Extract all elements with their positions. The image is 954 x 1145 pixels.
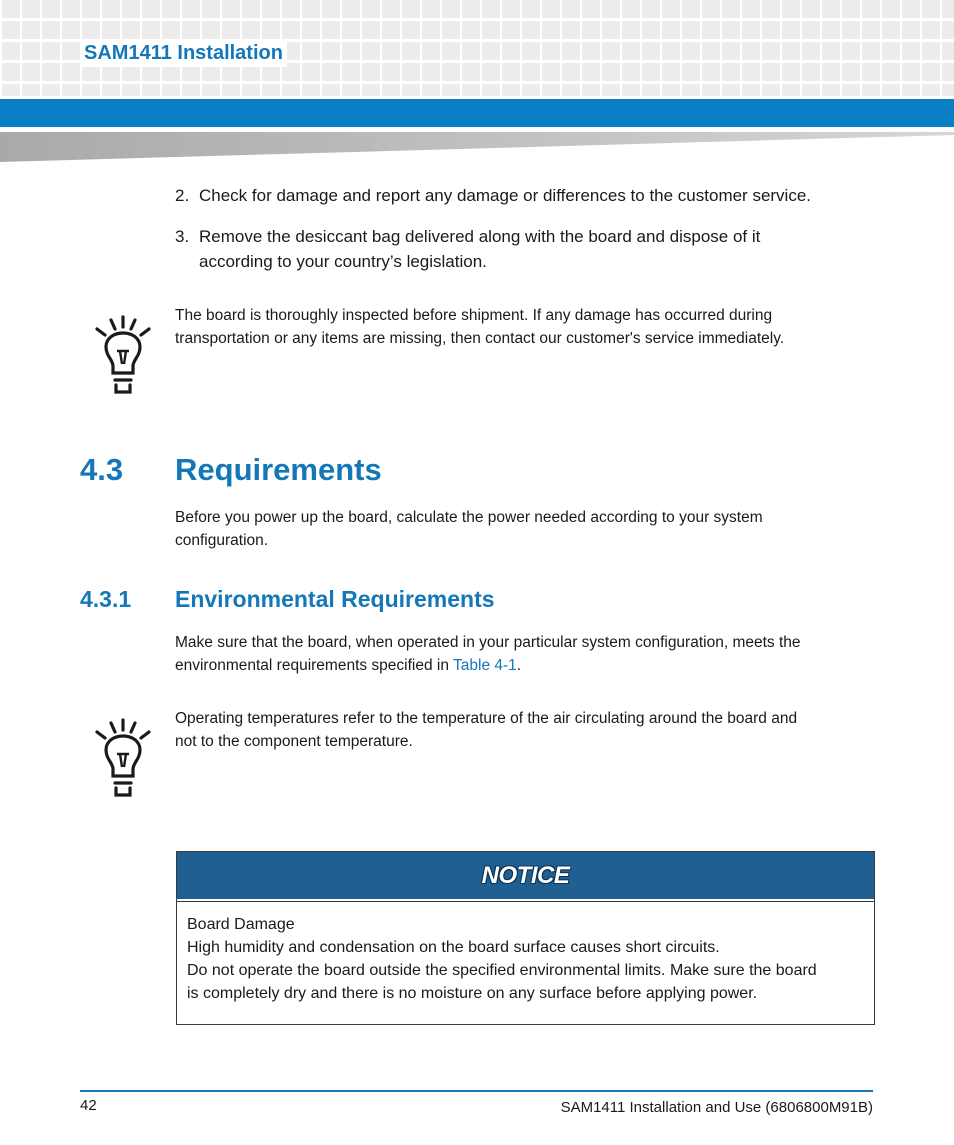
tip-line: not to the component temperature.: [175, 733, 413, 750]
paragraph-line: configuration.: [175, 532, 269, 549]
paragraph-line: Make sure that the board, when operated in your particular system configuration, meets the: [175, 634, 801, 651]
section-number: 4.3: [80, 452, 124, 487]
page-number: 42: [80, 1097, 97, 1114]
notice-header: [177, 852, 874, 901]
notice-box: [176, 851, 875, 1025]
notice-label: NOTICE: [481, 861, 570, 889]
notice-line: High humidity and condensation on the board surface causes short circuits.: [187, 939, 720, 956]
notice-line: Board Damage: [187, 916, 295, 933]
lightbulb-icon: [93, 717, 153, 797]
footer-document-title: SAM1411 Installation and Use (6806800M91B): [560, 1099, 873, 1116]
notice-line: is completely dry and there is no moisture on any surface before applying power.: [187, 985, 758, 1002]
running-header-title: SAM1411 Installation: [80, 40, 287, 67]
section-title: Requirements: [175, 452, 382, 487]
paragraph-line: Before you power up the board, calculate the power needed according to your system: [175, 509, 763, 526]
list-number: 3.: [175, 227, 190, 246]
list-text: according to your country’s legislation.: [199, 252, 487, 271]
list-item: [175, 224, 760, 274]
footer-rule: [80, 1090, 873, 1092]
notice-line: Do not operate the board outside the specified environmental limits. Make sure the board: [187, 962, 817, 979]
lightbulb-icon: [93, 314, 153, 394]
tip-text: [175, 707, 875, 753]
notice-body: [177, 901, 874, 1005]
subsection-paragraph: [175, 631, 875, 677]
list-item: [175, 183, 811, 208]
section-intro: [175, 506, 875, 552]
tip-line: The board is thoroughly inspected before shipment. If any damage has occurred during: [175, 307, 773, 324]
paragraph-text: .: [516, 657, 522, 674]
tip-line: transportation or any items are missing, then contact our customer's service immediately.: [175, 330, 785, 347]
list-number: 2.: [175, 186, 190, 205]
subsection-title: Environmental Requirements: [175, 586, 495, 612]
tip-line: Operating temperatures refer to the temperature of the air circulating around the board and: [175, 710, 798, 727]
subsection-number: 4.3.1: [80, 586, 132, 612]
header-blue-bar: [0, 99, 954, 127]
paragraph-text: environmental requirements specified in: [175, 657, 454, 674]
paragraph-line: [175, 654, 875, 677]
list-text: Remove the desiccant bag delivered along with the board and dispose of it: [199, 227, 761, 246]
header-grey-wedge: [0, 132, 954, 162]
list-text: Check for damage and report any damage or differences to the customer service.: [199, 186, 812, 205]
tip-text: [175, 304, 875, 350]
table-reference-link[interactable]: Table 4-1: [453, 657, 517, 674]
